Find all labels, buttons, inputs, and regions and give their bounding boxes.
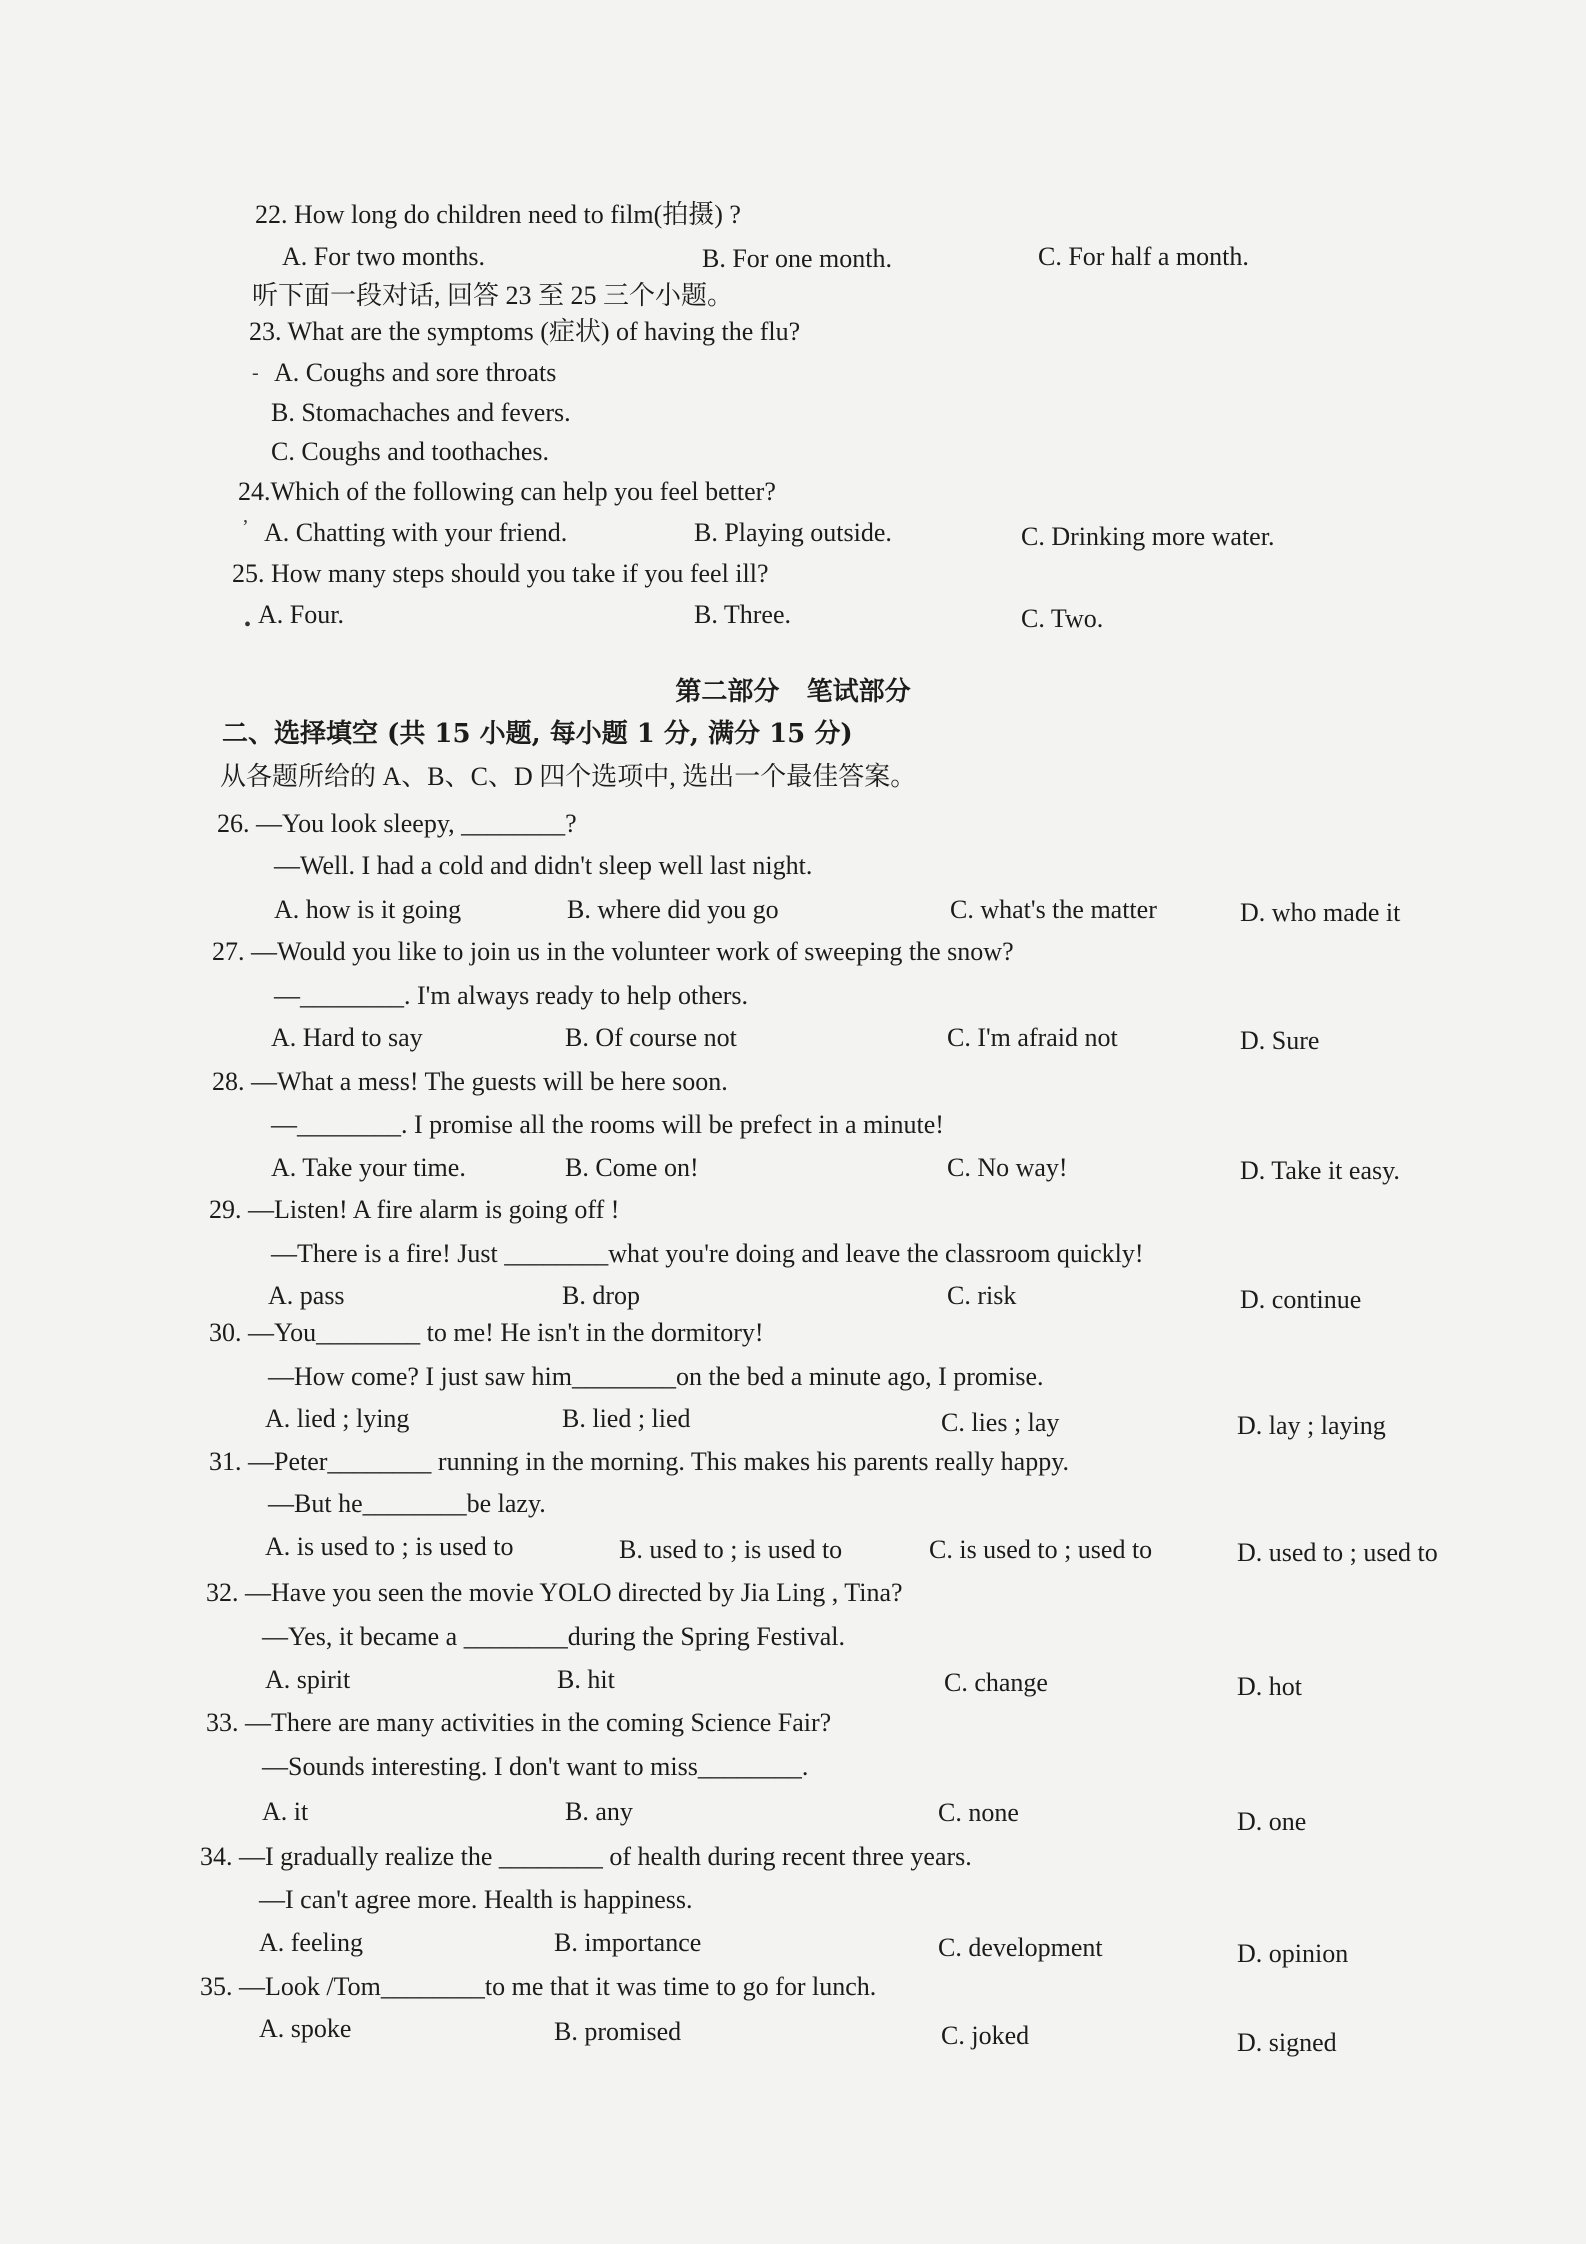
q32-option-c: C. change — [944, 1668, 1048, 1697]
question-34-line2: —I can't agree more. Health is happiness. — [259, 1885, 693, 1914]
q26-option-d: D. who made it — [1240, 898, 1401, 927]
q29-option-a: A. pass — [268, 1281, 345, 1310]
question-33-line2: —Sounds interesting. I don't want to miss________. — [262, 1752, 809, 1781]
question-32-line1: 32. —Have you seen the movie YOLO directed by Jia Ling , Tina? — [206, 1578, 903, 1607]
q28-option-c: C. No way! — [947, 1153, 1068, 1182]
q31-option-a: A. is used to ; is used to — [265, 1532, 514, 1561]
question-27-line1: 27. —Would you like to join us in the volunteer work of sweeping the snow? — [212, 937, 1014, 966]
question-26-line1: 26. —You look sleepy, ________? — [217, 809, 577, 838]
q27-option-b: B. Of course not — [565, 1023, 737, 1052]
stray-mark: • — [244, 614, 252, 636]
question-32-line2: —Yes, it became a ________during the Spring Festival. — [262, 1622, 846, 1651]
q30-option-b: B. lied ; lied — [562, 1404, 691, 1433]
q25-option-c: C. Two. — [1021, 604, 1104, 633]
q35-option-a: A. spoke — [259, 2014, 352, 2043]
question-34-line1: 34. —I gradually realize the ________ of health during recent three years. — [200, 1842, 972, 1871]
q33-option-b: B. any — [565, 1797, 633, 1826]
q22-option-b: B. For one month. — [702, 244, 892, 273]
q24-option-a: A. Chatting with your friend. — [264, 518, 568, 547]
instruction-23-25: 听下面一段对话, 回答 23 至 25 三个小题。 — [252, 281, 734, 310]
q26-option-a: A. how is it going — [274, 895, 462, 924]
q34-option-d: D. opinion — [1237, 1939, 1349, 1968]
q27-option-d: D. Sure — [1240, 1026, 1320, 1055]
q29-option-b: B. drop — [562, 1281, 640, 1310]
question-27-line2: —________. I'm always ready to help others. — [274, 981, 749, 1010]
q27-option-c: C. I'm afraid not — [947, 1023, 1118, 1052]
q23-option-c: C. Coughs and toothaches. — [271, 437, 550, 466]
question-35-line1: 35. —Look /Tom________to me that it was time to go for lunch. — [200, 1972, 877, 2001]
q25-option-b: B. Three. — [694, 600, 791, 629]
q26-option-b: B. where did you go — [567, 895, 779, 924]
question-28-line2: —________. I promise all the rooms will be prefect in a minute! — [271, 1110, 944, 1139]
q34-option-c: C. development — [938, 1933, 1103, 1962]
q34-option-b: B. importance — [554, 1928, 702, 1957]
question-24-stem: 24.Which of the following can help you feel better? — [238, 477, 776, 506]
q24-option-b: B. Playing outside. — [694, 518, 892, 547]
stray-mark: - — [252, 362, 259, 384]
question-23-stem: 23. What are the symptoms (症状) of having the flu? — [249, 317, 801, 346]
q29-option-c: C. risk — [947, 1281, 1017, 1310]
q30-option-d: D. lay ; laying — [1237, 1411, 1386, 1440]
question-31-line2: —But he________be lazy. — [268, 1489, 546, 1518]
check-mark: ’ — [242, 516, 249, 538]
question-33-line1: 33. —There are many activities in the coming Science Fair? — [206, 1708, 832, 1737]
q31-option-b: B. used to ; is used to — [619, 1535, 843, 1564]
q30-option-a: A. lied ; lying — [265, 1404, 410, 1433]
section-title: 二、选择填空 (共 15 小题, 每小题 1 分, 满分 15 分) — [222, 719, 853, 749]
q33-option-a: A. it — [262, 1797, 309, 1826]
question-26-line2: —Well. I had a cold and didn't sleep well last night. — [274, 851, 813, 880]
q22-option-a: A. For two months. — [282, 242, 485, 271]
question-29-line1: 29. —Listen! A fire alarm is going off ! — [209, 1195, 620, 1224]
q31-option-d: D. used to ; used to — [1237, 1538, 1438, 1567]
q33-option-d: D. one — [1237, 1807, 1307, 1836]
question-30-line2: —How come? I just saw him________on the bed a minute ago, I promise. — [268, 1362, 1044, 1391]
section-instruction: 从各题所给的 A、B、C、D 四个选项中, 选出一个最佳答案。 — [220, 762, 917, 791]
q32-option-d: D. hot — [1237, 1672, 1302, 1701]
question-31-line1: 31. —Peter________ running in the morning. This makes his parents really happy. — [209, 1447, 1070, 1476]
question-25-stem: 25. How many steps should you take if you feel ill? — [232, 559, 769, 588]
q34-option-a: A. feeling — [259, 1928, 363, 1957]
question-29-line2: —There is a fire! Just ________what you're doing and leave the classroom quickly! — [271, 1239, 1144, 1268]
part-title: 第二部分 笔试部分 — [675, 677, 911, 707]
question-22-stem: 22. How long do children need to film(拍摄) ? — [255, 200, 741, 229]
q25-option-a: A. Four. — [258, 600, 344, 629]
q31-option-c: C. is used to ; used to — [929, 1535, 1153, 1564]
q28-option-d: D. Take it easy. — [1240, 1156, 1400, 1185]
q28-option-b: B. Come on! — [565, 1153, 699, 1182]
q35-option-d: D. signed — [1237, 2028, 1337, 2057]
q26-option-c: C. what's the matter — [950, 895, 1157, 924]
q30-option-c: C. lies ; lay — [941, 1408, 1060, 1437]
q23-option-a: A. Coughs and sore throats — [274, 358, 557, 387]
question-28-line1: 28. —What a mess! The guests will be here soon. — [212, 1067, 728, 1096]
q28-option-a: A. Take your time. — [271, 1153, 466, 1182]
q29-option-d: D. continue — [1240, 1285, 1362, 1314]
q35-option-c: C. joked — [941, 2021, 1030, 2050]
q27-option-a: A. Hard to say — [271, 1023, 423, 1052]
q32-option-b: B. hit — [557, 1665, 615, 1694]
q23-option-b: B. Stomachaches and fevers. — [271, 398, 571, 427]
q22-option-c: C. For half a month. — [1038, 242, 1249, 271]
q24-option-c: C. Drinking more water. — [1021, 522, 1275, 551]
q35-option-b: B. promised — [554, 2017, 682, 2046]
q33-option-c: C. none — [938, 1798, 1019, 1827]
question-30-line1: 30. —You________ to me! He isn't in the dormitory! — [209, 1318, 764, 1347]
q32-option-a: A. spirit — [265, 1665, 351, 1694]
